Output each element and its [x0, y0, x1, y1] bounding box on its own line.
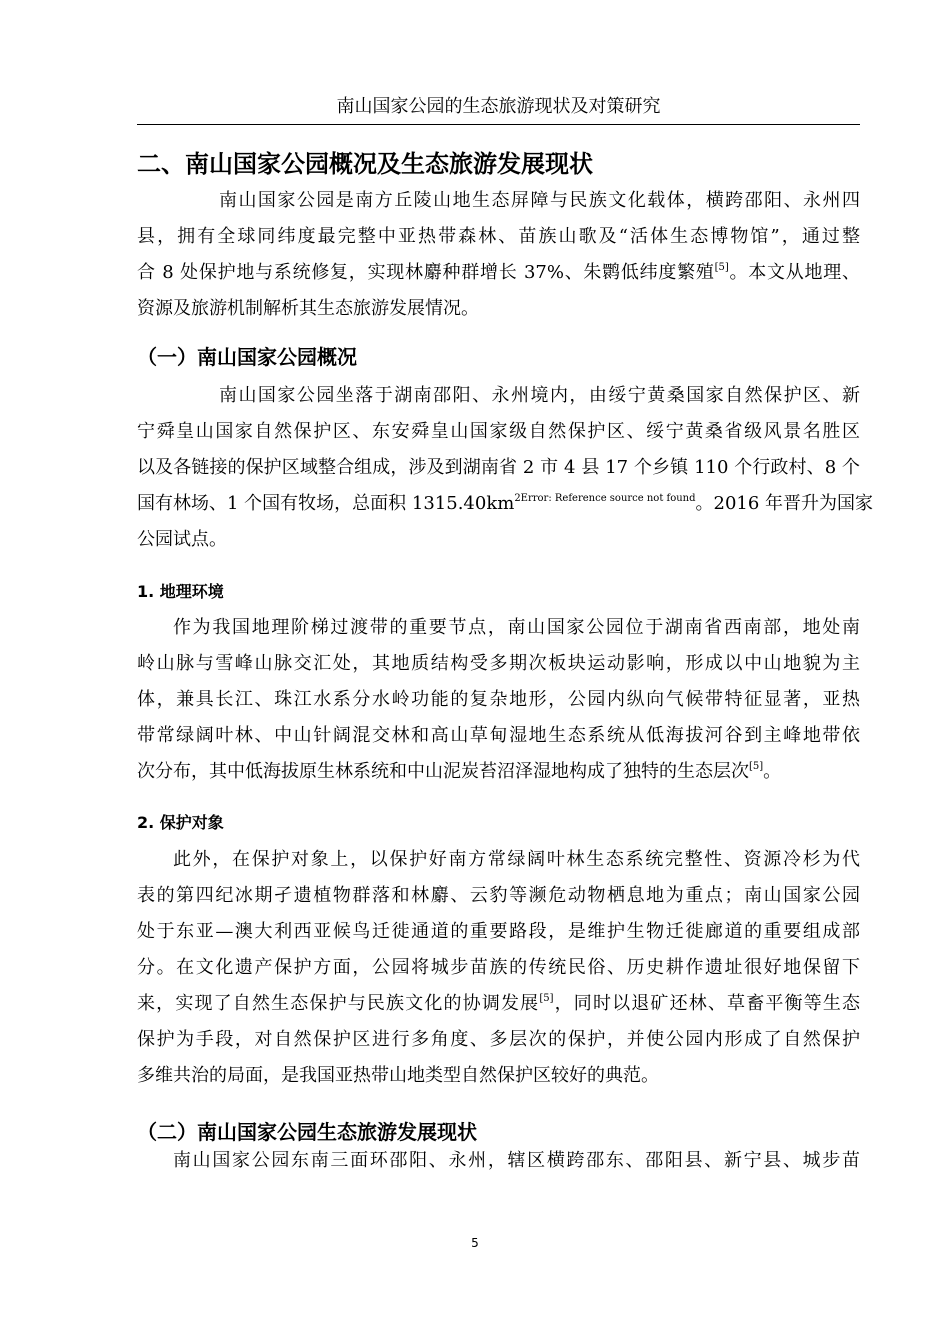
paragraph-line: 南山国家公园东南三面环邵阳、永州，辖区横跨邵东、邵阳县、新宁县、城步苗	[173, 1150, 860, 1171]
error-reference: 2Error: Reference source not found	[514, 493, 696, 504]
paragraph-line: 此外，在保护对象上，以保护好南方常绿阔叶林生态系统完整性、资源冷杉为代	[173, 849, 860, 870]
paragraph-line	[137, 986, 860, 1022]
geography-paragraph	[137, 610, 860, 790]
subsection-heading-tourism: （二）南山国家公园生态旅游发展现状	[137, 1120, 477, 1144]
overview-paragraph	[137, 378, 874, 558]
paragraph-line: 处于东亚—澳大利西亚候鸟迁徙通道的重要路段，是维护生物迁徙廊道的重要组成部	[137, 921, 860, 942]
paragraph-line: 宁舜皇山国家自然保护区、东安舜皇山国家级自然保护区、绥宁黄桑省级风景名胜区	[137, 421, 860, 442]
paragraph-line: 作为我国地理阶梯过渡带的重要节点，南山国家公园位于湖南省西南部，地处南	[173, 617, 860, 638]
citation-ref: [5]	[749, 761, 764, 772]
text-run: 合 8 处保护地与系统修复，实现林麝种群增长 37%、朱鹮低纬度繁殖	[137, 262, 715, 283]
page-number: 5	[471, 1236, 479, 1250]
paragraph-line	[137, 486, 874, 522]
paragraph-line	[137, 255, 860, 291]
paragraph-line: 分。在文化遗产保护方面，公园将城步苗族的传统民俗、历史耕作遗址很好地保留下	[137, 957, 860, 978]
running-title: 南山国家公园的生态旅游现状及对策研究	[336, 96, 661, 117]
paragraph-line: 公园试点。	[137, 529, 227, 550]
protection-paragraph	[137, 842, 860, 1094]
paragraph-line	[137, 754, 860, 790]
item-heading-geography: 1. 地理环境	[137, 582, 224, 601]
subsection-heading-overview: （一）南山国家公园概况	[137, 345, 357, 369]
paragraph-line: 南山国家公园坐落于湖南邵阳、永州境内，由绥宁黄桑国家自然保护区、新	[219, 385, 860, 406]
paragraph-line: 带常绿阔叶林、中山针阔混交林和高山草甸湿地生态系统从低海拔河谷到主峰地带依	[137, 725, 860, 746]
paragraph-line: 体，兼具长江、珠江水系分水岭功能的复杂地形，公园内纵向气候带特征显著，亚热	[137, 689, 860, 710]
running-header	[137, 90, 860, 125]
paragraph-line: 保护为手段，对自然保护区进行多角度、多层次的保护，并使公园内形成了自然保护	[137, 1029, 860, 1050]
section-heading: 二、南山国家公园概况及生态旅游发展现状	[137, 150, 593, 178]
tourism-paragraph	[137, 1143, 860, 1179]
text-run: ，同时以退矿还林、草畜平衡等生态	[553, 993, 861, 1014]
paragraph-line: 资源及旅游机制解析其生态旅游发展情况。	[137, 298, 479, 319]
item-heading-protection: 2. 保护对象	[137, 813, 224, 832]
text-run: 次分布，其中低海拔原生林系统和中山泥炭苔沼泽湿地构成了独特的生态层次	[137, 761, 749, 782]
intro-paragraph	[137, 183, 860, 327]
text-run: 。	[763, 761, 782, 782]
text-run: 。2016 年晋升为国家	[695, 493, 874, 514]
paragraph-line: 南山国家公园是南方丘陵山地生态屏障与民族文化载体，横跨邵阳、永州四	[219, 190, 860, 211]
citation-ref: [5]	[714, 262, 729, 273]
paragraph-line: 以及各链接的保护区域整合组成，涉及到湖南省 2 市 4 县 17 个乡镇 110 个行政村、8 个	[137, 457, 860, 478]
paragraph-line: 表的第四纪冰期孑遗植物群落和林麝、云豹等濒危动物栖息地为重点；南山国家公园	[137, 885, 860, 906]
citation-ref: [5]	[539, 993, 554, 1004]
text-run: 。本文从地理、	[728, 262, 861, 283]
paragraph-line: 县，拥有全球同纬度最完整中亚热带森林、苗族山歌及“活体生态博物馆”，通过整	[137, 226, 860, 247]
paragraph-line: 多维共治的局面，是我国亚热带山地类型自然保护区较好的典范。	[137, 1065, 659, 1086]
paragraph-line: 岭山脉与雪峰山脉交汇处，其地质结构受多期次板块运动影响，形成以中山地貌为主	[137, 653, 860, 674]
text-run: 来，实现了自然生态保护与民族文化的协调发展	[137, 993, 540, 1014]
text-run: 国有林场、1 个国有牧场，总面积 1315.40km	[137, 493, 515, 514]
